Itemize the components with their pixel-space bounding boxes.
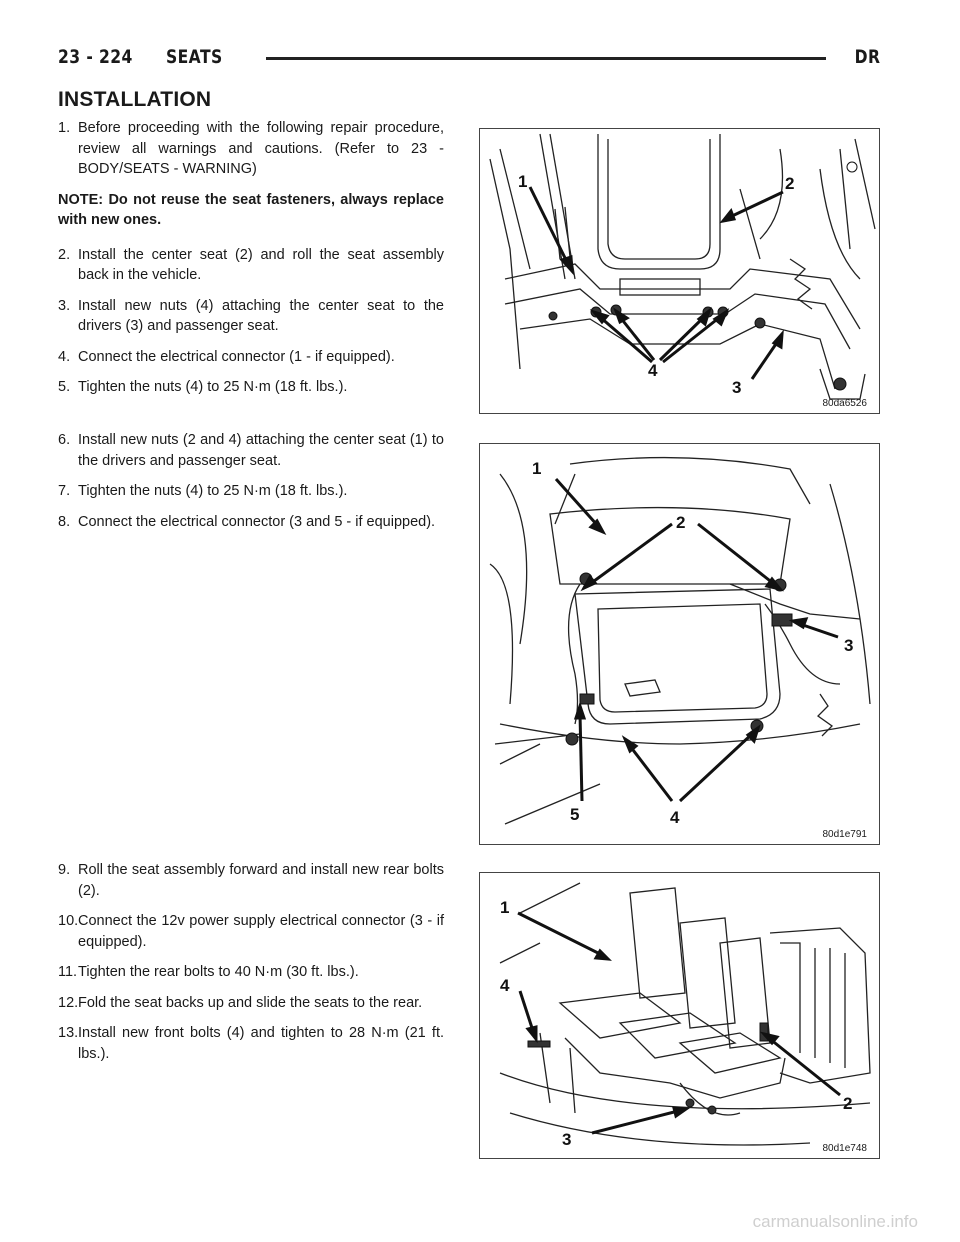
figure-1 bbox=[479, 128, 880, 414]
figure-1-callout-2: 2 bbox=[785, 174, 795, 193]
figure-2-code: 80d1e791 bbox=[822, 829, 867, 840]
figure-2-callout-5: 5 bbox=[570, 805, 580, 824]
step-10: 10. Connect the 12v power supply electrical connector (3 - if equipped). bbox=[58, 913, 444, 950]
figure-2-callout-3: 3 bbox=[844, 636, 854, 655]
step-9: 9. Roll the seat assembly forward and install new rear bolts (2). bbox=[58, 862, 444, 899]
figure-1-callout-4: 4 bbox=[648, 361, 658, 380]
step-11: 11. Tighten the rear bolts to 40 N·m (30 ft. lbs.). bbox=[58, 964, 359, 980]
figure-3 bbox=[479, 872, 880, 1159]
step-12: 12. Fold the seat backs up and slide the seats to the rear. bbox=[58, 994, 423, 1011]
figure-3-callout-3: 3 bbox=[562, 1130, 572, 1149]
figure-1-illustration bbox=[480, 129, 879, 413]
text-block-3 bbox=[58, 860, 444, 1074]
figure-1-callout-3: 3 bbox=[732, 378, 742, 397]
step-7: 7. Tighten the nuts (4) to 25 N·m (18 ft. lbs.). bbox=[58, 483, 348, 499]
page-header bbox=[58, 46, 880, 72]
step-3: 3. Install new nuts (4) attaching the center seat to the drivers (3) and passenger seat. bbox=[58, 297, 444, 334]
model-code: DR bbox=[854, 46, 880, 68]
note: NOTE: Do not reuse the seat fasteners, always replace with new ones. bbox=[58, 191, 444, 228]
figure-3-callout-2: 2 bbox=[843, 1094, 853, 1113]
step-6: 6. Install new nuts (2 and 4) attaching the center seat (1) to the drivers and passenger seat. bbox=[58, 432, 444, 469]
figure-2-callout-2: 2 bbox=[676, 513, 686, 532]
page-number: 23 - 224 bbox=[58, 46, 133, 68]
figure-3-callout-1: 1 bbox=[500, 898, 510, 917]
step-8: 8. Connect the electrical connector (3 and 5 - if equipped). bbox=[58, 513, 436, 530]
figure-2-callout-4: 4 bbox=[670, 808, 680, 827]
page-title: INSTALLATION bbox=[58, 88, 212, 111]
figure-1-callout-1: 1 bbox=[518, 172, 528, 191]
figure-3-illustration bbox=[480, 873, 879, 1158]
header-rule bbox=[266, 57, 826, 60]
figure-2-illustration bbox=[480, 444, 879, 844]
step-1: 1. Before proceeding with the following repair procedure, review all warnings and cautions. (Refer to 23 - BODY/SEATS - WARNING) bbox=[58, 120, 444, 177]
text-block-2 bbox=[58, 430, 444, 542]
step-2: 2. Install the center seat (2) and roll the seat assembly back in the vehicle. bbox=[58, 246, 444, 283]
figure-3-callout-4: 4 bbox=[500, 976, 510, 995]
step-4: 4. Connect the electrical connector (1 - if equipped). bbox=[58, 348, 395, 365]
watermark: carmanualsonline.info bbox=[752, 1212, 918, 1231]
figure-2 bbox=[479, 443, 880, 845]
figure-3-code: 80d1e748 bbox=[822, 1143, 867, 1154]
figure-1-code: 80da6526 bbox=[822, 398, 867, 409]
step-5: 5. Tighten the nuts (4) to 25 N·m (18 ft. lbs.). bbox=[58, 379, 348, 395]
section-name: SEATS bbox=[166, 46, 223, 68]
step-13: 13. Install new front bolts (4) and tighten to 28 N·m (21 ft. lbs.). bbox=[58, 1025, 444, 1062]
text-block-1 bbox=[58, 118, 444, 408]
figure-2-callout-1: 1 bbox=[532, 459, 542, 478]
